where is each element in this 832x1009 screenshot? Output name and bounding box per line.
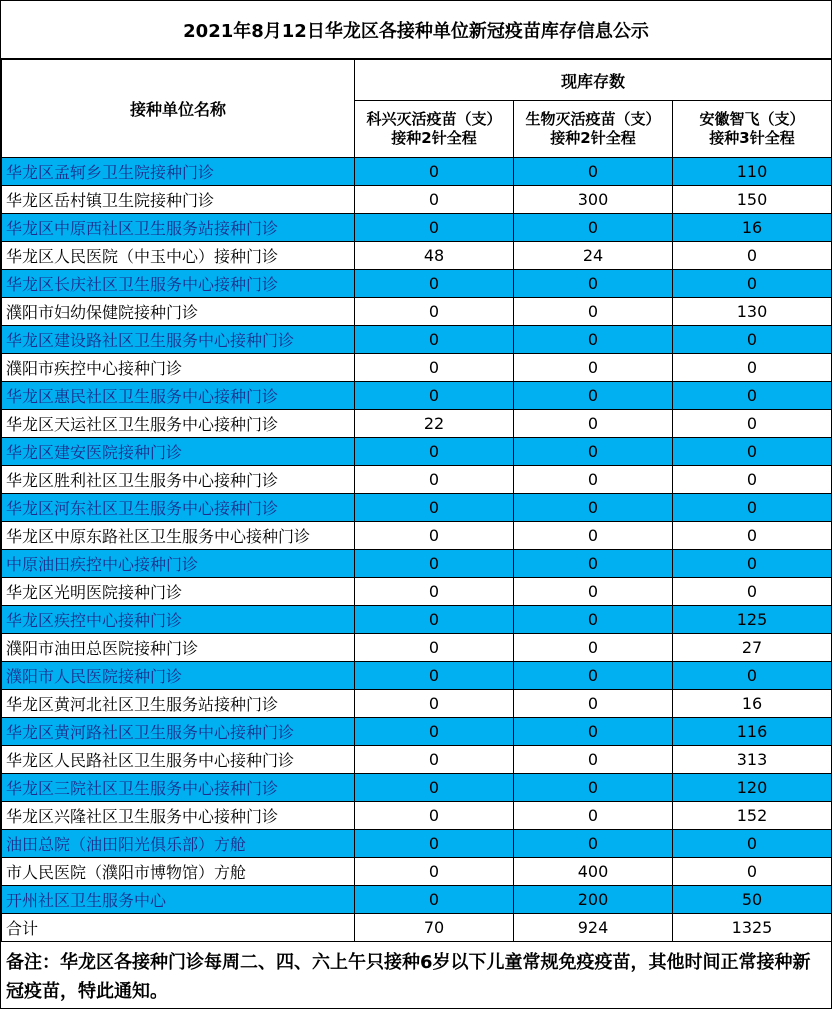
sinopharm-stock-cell: 200 <box>514 886 673 914</box>
sinopharm-stock-cell: 0 <box>514 662 673 690</box>
table-row <box>2 438 832 466</box>
sinopharm-stock-cell: 0 <box>514 410 673 438</box>
sinovac-stock-cell: 0 <box>355 214 514 242</box>
sinopharm-stock-cell: 0 <box>514 830 673 858</box>
sinopharm-stock-cell: 0 <box>514 774 673 802</box>
zhifei-stock-cell: 16 <box>673 214 832 242</box>
total-zhifei: 1325 <box>673 914 832 942</box>
sinovac-stock-cell: 0 <box>355 186 514 214</box>
sinopharm-stock-cell: 0 <box>514 158 673 186</box>
zhifei-stock-cell: 130 <box>673 298 832 326</box>
page-title: 2021年8月12日华龙区各接种单位新冠疫苗库存信息公示 <box>1 1 831 59</box>
zhifei-header <box>673 101 832 158</box>
zhifei-stock-cell: 0 <box>673 578 832 606</box>
zhifei-stock-cell: 50 <box>673 886 832 914</box>
table-row <box>2 410 832 438</box>
sinovac-stock-cell: 0 <box>355 690 514 718</box>
table-row <box>2 550 832 578</box>
zhifei-stock-cell: 0 <box>673 242 832 270</box>
unit-name-cell: 华龙区人民医院（中玉中心）接种门诊 <box>2 242 355 270</box>
sinopharm-stock-cell: 0 <box>514 270 673 298</box>
sinopharm-stock-cell: 24 <box>514 242 673 270</box>
zhifei-stock-cell: 0 <box>673 522 832 550</box>
unit-name-cell: 华龙区长庆社区卫生服务中心接种门诊 <box>2 270 355 298</box>
zhifei-stock-cell: 0 <box>673 858 832 886</box>
table-row <box>2 382 832 410</box>
sinovac-stock-cell: 0 <box>355 326 514 354</box>
unit-name-cell: 华龙区三院社区卫生服务中心接种门诊 <box>2 774 355 802</box>
sinovac-stock-cell: 0 <box>355 774 514 802</box>
table-body <box>2 158 832 914</box>
total-row <box>2 914 832 942</box>
table-row <box>2 270 832 298</box>
unit-name-cell: 华龙区惠民社区卫生服务中心接种门诊 <box>2 382 355 410</box>
zhifei-header-line1: 安徽智飞（支） <box>699 110 805 128</box>
table-row <box>2 606 832 634</box>
unit-name-cell: 市人民医院（濮阳市博物馆）方舱 <box>2 858 355 886</box>
unit-name-cell: 华龙区疾控中心接种门诊 <box>2 606 355 634</box>
unit-name-cell: 华龙区建安医院接种门诊 <box>2 438 355 466</box>
table-row <box>2 858 832 886</box>
unit-name-header: 接种单位名称 <box>2 60 355 158</box>
unit-name-cell: 华龙区建设路社区卫生服务中心接种门诊 <box>2 326 355 354</box>
sinopharm-stock-cell: 0 <box>514 606 673 634</box>
sinovac-stock-cell: 0 <box>355 382 514 410</box>
stock-header: 现库存数 <box>355 60 832 101</box>
sinovac-header <box>355 101 514 158</box>
table-row <box>2 186 832 214</box>
unit-name-cell: 华龙区兴隆社区卫生服务中心接种门诊 <box>2 802 355 830</box>
table-row <box>2 662 832 690</box>
sinovac-stock-cell: 0 <box>355 298 514 326</box>
table-row <box>2 746 832 774</box>
sinopharm-stock-cell: 0 <box>514 438 673 466</box>
sinovac-header-line2: 接种2针全程 <box>391 129 477 147</box>
sinopharm-stock-cell: 0 <box>514 578 673 606</box>
table-row <box>2 578 832 606</box>
unit-name-cell: 华龙区岳村镇卫生院接种门诊 <box>2 186 355 214</box>
total-sinopharm: 924 <box>514 914 673 942</box>
sinovac-stock-cell: 0 <box>355 746 514 774</box>
sinopharm-stock-cell: 0 <box>514 326 673 354</box>
table-row <box>2 886 832 914</box>
sinovac-stock-cell: 0 <box>355 858 514 886</box>
unit-name-cell: 华龙区胜利社区卫生服务中心接种门诊 <box>2 466 355 494</box>
sinovac-stock-cell: 0 <box>355 354 514 382</box>
table-row <box>2 830 832 858</box>
sinopharm-stock-cell: 0 <box>514 746 673 774</box>
unit-name-cell: 濮阳市人民医院接种门诊 <box>2 662 355 690</box>
sinovac-stock-cell: 0 <box>355 466 514 494</box>
table-row <box>2 718 832 746</box>
sinopharm-stock-cell: 0 <box>514 550 673 578</box>
sinovac-stock-cell: 0 <box>355 886 514 914</box>
vaccine-stock-table <box>1 59 832 942</box>
unit-name-cell: 华龙区光明医院接种门诊 <box>2 578 355 606</box>
table-row <box>2 326 832 354</box>
table-row <box>2 214 832 242</box>
sinovac-stock-cell: 0 <box>355 550 514 578</box>
sinopharm-stock-cell: 0 <box>514 802 673 830</box>
sinovac-stock-cell: 0 <box>355 438 514 466</box>
sinovac-stock-cell: 48 <box>355 242 514 270</box>
sinopharm-header-line1: 生物灭活疫苗（支） <box>525 110 661 128</box>
unit-name-cell: 濮阳市妇幼保健院接种门诊 <box>2 298 355 326</box>
table-row <box>2 466 832 494</box>
sinovac-stock-cell: 0 <box>355 270 514 298</box>
unit-name-cell: 华龙区中原西社区卫生服务站接种门诊 <box>2 214 355 242</box>
zhifei-stock-cell: 16 <box>673 690 832 718</box>
zhifei-stock-cell: 0 <box>673 494 832 522</box>
table-row <box>2 802 832 830</box>
sinovac-stock-cell: 22 <box>355 410 514 438</box>
table-row <box>2 690 832 718</box>
table-row <box>2 522 832 550</box>
zhifei-stock-cell: 120 <box>673 774 832 802</box>
sinopharm-stock-cell: 0 <box>514 634 673 662</box>
zhifei-stock-cell: 27 <box>673 634 832 662</box>
table-row <box>2 774 832 802</box>
unit-name-cell: 油田总院（油田阳光俱乐部）方舱 <box>2 830 355 858</box>
total-sinovac: 70 <box>355 914 514 942</box>
sinovac-stock-cell: 0 <box>355 718 514 746</box>
unit-name-cell: 华龙区黄河路社区卫生服务中心接种门诊 <box>2 718 355 746</box>
unit-name-cell: 华龙区人民路社区卫生服务中心接种门诊 <box>2 746 355 774</box>
zhifei-stock-cell: 0 <box>673 550 832 578</box>
zhifei-stock-cell: 0 <box>673 466 832 494</box>
zhifei-stock-cell: 0 <box>673 438 832 466</box>
zhifei-stock-cell: 313 <box>673 746 832 774</box>
zhifei-stock-cell: 0 <box>673 830 832 858</box>
zhifei-stock-cell: 116 <box>673 718 832 746</box>
zhifei-stock-cell: 110 <box>673 158 832 186</box>
unit-name-cell: 中原油田疾控中心接种门诊 <box>2 550 355 578</box>
zhifei-stock-cell: 0 <box>673 662 832 690</box>
sinovac-stock-cell: 0 <box>355 802 514 830</box>
unit-name-cell: 华龙区天运社区卫生服务中心接种门诊 <box>2 410 355 438</box>
sinovac-stock-cell: 0 <box>355 494 514 522</box>
unit-name-cell: 华龙区河东社区卫生服务中心接种门诊 <box>2 494 355 522</box>
sinopharm-header <box>514 101 673 158</box>
unit-name-cell: 华龙区黄河北社区卫生服务站接种门诊 <box>2 690 355 718</box>
sinopharm-stock-cell: 300 <box>514 186 673 214</box>
sinopharm-stock-cell: 0 <box>514 522 673 550</box>
zhifei-stock-cell: 152 <box>673 802 832 830</box>
sinovac-stock-cell: 0 <box>355 634 514 662</box>
table-row <box>2 494 832 522</box>
unit-name-cell: 开州社区卫生服务中心 <box>2 886 355 914</box>
zhifei-stock-cell: 150 <box>673 186 832 214</box>
sinopharm-header-line2: 接种2针全程 <box>550 129 636 147</box>
sinovac-stock-cell: 0 <box>355 662 514 690</box>
sinovac-stock-cell: 0 <box>355 522 514 550</box>
sinovac-stock-cell: 0 <box>355 158 514 186</box>
sinovac-stock-cell: 0 <box>355 830 514 858</box>
zhifei-stock-cell: 125 <box>673 606 832 634</box>
unit-name-cell: 华龙区中原东路社区卫生服务中心接种门诊 <box>2 522 355 550</box>
zhifei-stock-cell: 0 <box>673 382 832 410</box>
sinopharm-stock-cell: 0 <box>514 382 673 410</box>
table-row <box>2 298 832 326</box>
zhifei-stock-cell: 0 <box>673 354 832 382</box>
table-row <box>2 242 832 270</box>
total-label: 合计 <box>2 914 355 942</box>
sinovac-stock-cell: 0 <box>355 606 514 634</box>
sinopharm-stock-cell: 0 <box>514 354 673 382</box>
sinovac-stock-cell: 0 <box>355 578 514 606</box>
table-row <box>2 354 832 382</box>
sinopharm-stock-cell: 400 <box>514 858 673 886</box>
sinopharm-stock-cell: 0 <box>514 214 673 242</box>
sinopharm-stock-cell: 0 <box>514 466 673 494</box>
zhifei-stock-cell: 0 <box>673 326 832 354</box>
zhifei-header-line2: 接种3针全程 <box>709 129 795 147</box>
sinopharm-stock-cell: 0 <box>514 718 673 746</box>
sinopharm-stock-cell: 0 <box>514 494 673 522</box>
table-row <box>2 634 832 662</box>
sinopharm-stock-cell: 0 <box>514 690 673 718</box>
unit-name-cell: 濮阳市油田总医院接种门诊 <box>2 634 355 662</box>
remark-note: 备注：华龙区各接种门诊每周二、四、六上午只接种6岁以下儿童常规免疫疫苗，其他时间正常接种新冠疫苗，特此通知。 <box>1 941 832 1006</box>
sinopharm-stock-cell: 0 <box>514 298 673 326</box>
zhifei-stock-cell: 0 <box>673 270 832 298</box>
unit-name-cell: 濮阳市疾控中心接种门诊 <box>2 354 355 382</box>
zhifei-stock-cell: 0 <box>673 410 832 438</box>
table-row <box>2 158 832 186</box>
unit-name-cell: 华龙区孟轲乡卫生院接种门诊 <box>2 158 355 186</box>
sinovac-header-line1: 科兴灭活疫苗（支） <box>366 110 502 128</box>
